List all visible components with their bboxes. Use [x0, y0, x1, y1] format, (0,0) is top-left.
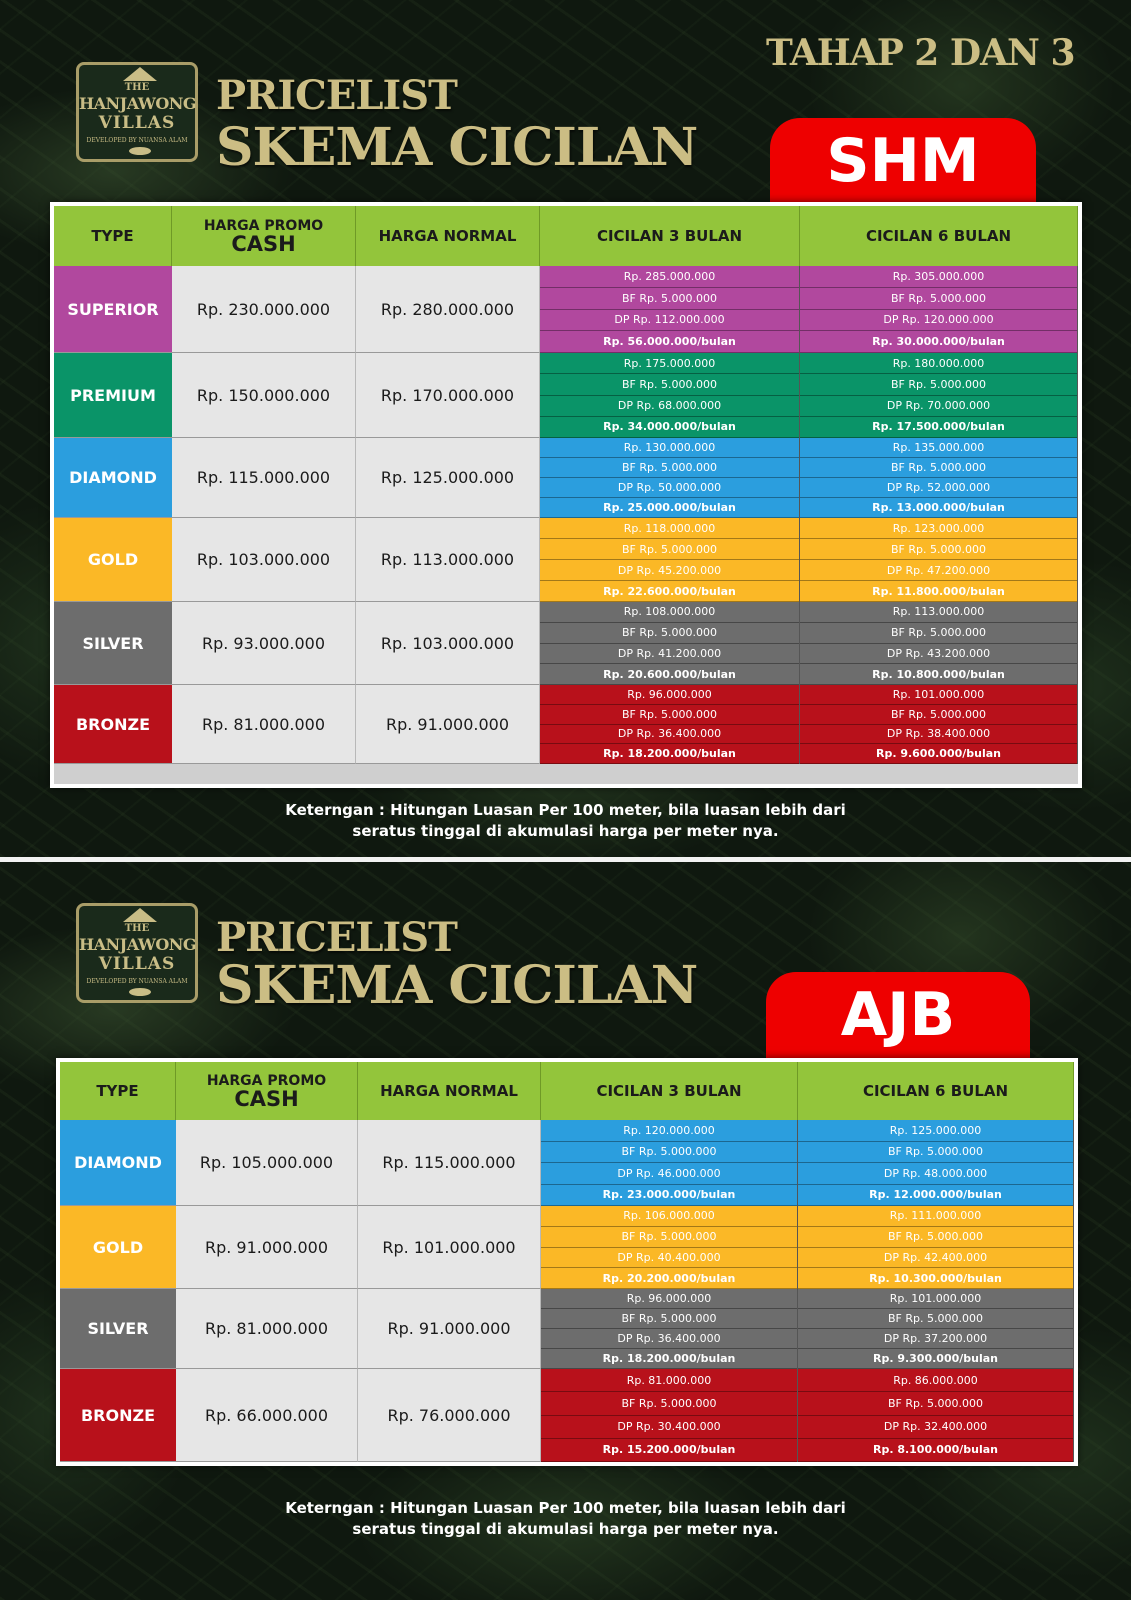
cicilan-per-bulan: Rp. 34.000.000/bulan [540, 417, 799, 438]
table-row [54, 518, 1078, 602]
shm-badge-text: SHM [826, 126, 980, 196]
harga-promo-cell: Rp. 150.000.000 [172, 353, 356, 438]
cicilan-per-bulan: Rp. 9.300.000/bulan [798, 1349, 1073, 1369]
header-type-text: TYPE [91, 227, 134, 245]
cicilan-booking-fee: BF Rp. 5.000.000 [800, 374, 1077, 395]
cicilan-per-bulan: Rp. 23.000.000/bulan [541, 1185, 797, 1207]
cicilan-booking-fee: BF Rp. 5.000.000 [541, 1392, 797, 1415]
note-line-2: seratus tinggal di akumulasi harga per meter nya. [352, 1520, 779, 1538]
cicilan-dp: DP Rp. 41.200.000 [540, 644, 799, 665]
cicilan-total: Rp. 125.000.000 [798, 1120, 1073, 1142]
ajb-badge [766, 972, 1030, 1058]
header-cicilan-6-text: CICILAN 6 BULAN [865, 227, 1012, 245]
cicilan-dp: DP Rp. 70.000.000 [800, 396, 1077, 417]
header-cicilan-6 [798, 1062, 1074, 1120]
cicilan-per-bulan: Rp. 25.000.000/bulan [540, 498, 799, 518]
cicilan-per-bulan: Rp. 17.500.000/bulan [800, 417, 1077, 438]
cicilan-dp: DP Rp. 42.400.000 [798, 1248, 1073, 1269]
cicilan-total: Rp. 180.000.000 [800, 353, 1077, 374]
cicilan-total: Rp. 101.000.000 [800, 685, 1077, 705]
leaf-icon [129, 988, 151, 996]
table-row [54, 353, 1078, 438]
leaf-icon [129, 147, 151, 155]
tahap-label: TAHAP 2 DAN 3 [766, 32, 1075, 74]
cicilan-6-cell [798, 1369, 1074, 1462]
cicilan-6-cell [798, 1120, 1074, 1206]
table-row [54, 685, 1078, 764]
cicilan-booking-fee: BF Rp. 5.000.000 [540, 539, 799, 560]
logo-line-2: HANJAWONG [79, 935, 197, 954]
cicilan-booking-fee: BF Rp. 5.000.000 [540, 374, 799, 395]
mountain-icon [123, 67, 157, 81]
cicilan-dp: DP Rp. 48.000.000 [798, 1163, 1073, 1185]
table-row [60, 1120, 1074, 1206]
type-cell: GOLD [60, 1206, 176, 1289]
cicilan-per-bulan: Rp. 18.200.000/bulan [541, 1349, 797, 1369]
cicilan-per-bulan: Rp. 56.000.000/bulan [540, 331, 799, 353]
harga-normal-cell: Rp. 76.000.000 [358, 1369, 541, 1462]
header-type [54, 206, 172, 266]
cicilan-booking-fee: BF Rp. 5.000.000 [800, 623, 1077, 644]
cicilan-dp: DP Rp. 36.400.000 [541, 1329, 797, 1349]
harga-promo-cell: Rp. 115.000.000 [172, 438, 356, 518]
header-harga-normal [356, 206, 540, 266]
ajb-badge-text: AJB [840, 980, 956, 1050]
header-cicilan-6-text: CICILAN 6 BULAN [862, 1082, 1009, 1100]
cicilan-per-bulan: Rp. 12.000.000/bulan [798, 1185, 1073, 1207]
logo-line-4: DEVELOPED BY NUANSA ALAM [86, 137, 188, 144]
harga-promo-cell: Rp. 91.000.000 [176, 1206, 358, 1289]
cicilan-per-bulan: Rp. 10.800.000/bulan [800, 664, 1077, 685]
header-harga-promo-text: HARGA PROMO [203, 217, 324, 234]
cicilan-6-cell [800, 685, 1078, 764]
cicilan-dp: DP Rp. 37.200.000 [798, 1329, 1073, 1349]
cicilan-booking-fee: BF Rp. 5.000.000 [541, 1142, 797, 1164]
cicilan-total: Rp. 96.000.000 [541, 1289, 797, 1309]
cicilan-6-cell [800, 518, 1078, 602]
cicilan-dp: DP Rp. 52.000.000 [800, 478, 1077, 498]
harga-promo-cell: Rp. 105.000.000 [176, 1120, 358, 1206]
type-cell: PREMIUM [54, 353, 172, 438]
cicilan-3-cell [541, 1120, 798, 1206]
hanjawong-villas-logo [76, 62, 198, 162]
cicilan-6-cell [800, 602, 1078, 685]
harga-normal-cell: Rp. 101.000.000 [358, 1206, 541, 1289]
header-harga-normal [358, 1062, 541, 1120]
ajb-note [0, 1498, 1131, 1540]
cicilan-total: Rp. 111.000.000 [798, 1206, 1073, 1227]
header-harga-promo [172, 206, 356, 266]
cicilan-booking-fee: BF Rp. 5.000.000 [541, 1227, 797, 1248]
harga-normal-cell: Rp. 113.000.000 [356, 518, 540, 602]
cicilan-dp: DP Rp. 112.000.000 [540, 310, 799, 332]
cicilan-6-cell [798, 1289, 1074, 1369]
cicilan-3-cell [540, 602, 800, 685]
cicilan-dp: DP Rp. 46.000.000 [541, 1163, 797, 1185]
harga-normal-cell: Rp. 280.000.000 [356, 266, 540, 353]
shm-badge [770, 118, 1036, 204]
header-cicilan-3 [541, 1062, 798, 1120]
type-cell: SILVER [54, 602, 172, 685]
header-harga-promo-text: CASH [231, 231, 296, 256]
harga-normal-cell: Rp. 91.000.000 [356, 685, 540, 764]
table-row [54, 438, 1078, 518]
header-harga-normal-text: HARGA NORMAL [378, 227, 517, 245]
cicilan-per-bulan: Rp. 18.200.000/bulan [540, 744, 799, 764]
title-pricelist: PRICELIST [216, 914, 457, 961]
logo-line-3: VILLAS [98, 954, 176, 974]
cicilan-per-bulan: Rp. 11.800.000/bulan [800, 581, 1077, 602]
header-cicilan-6 [800, 206, 1078, 266]
cicilan-6-cell [800, 266, 1078, 353]
ajb-pricelist-panel [0, 862, 1131, 1600]
cicilan-dp: DP Rp. 43.200.000 [800, 644, 1077, 665]
cicilan-booking-fee: BF Rp. 5.000.000 [798, 1309, 1073, 1329]
cicilan-booking-fee: BF Rp. 5.000.000 [540, 705, 799, 725]
logo-line-2: HANJAWONG [79, 94, 197, 113]
title-pricelist: PRICELIST [216, 72, 457, 119]
cicilan-total: Rp. 130.000.000 [540, 438, 799, 458]
cicilan-booking-fee: BF Rp. 5.000.000 [800, 539, 1077, 560]
header-type [60, 1062, 176, 1120]
cicilan-per-bulan: Rp. 9.600.000/bulan [800, 744, 1077, 764]
table-row [60, 1206, 1074, 1289]
cicilan-total: Rp. 175.000.000 [540, 353, 799, 374]
cicilan-dp: DP Rp. 38.400.000 [800, 725, 1077, 745]
harga-promo-cell: Rp. 66.000.000 [176, 1369, 358, 1462]
cicilan-dp: DP Rp. 45.200.000 [540, 560, 799, 581]
header-harga-promo-text: CASH [234, 1086, 299, 1111]
cicilan-total: Rp. 113.000.000 [800, 602, 1077, 623]
type-cell: GOLD [54, 518, 172, 602]
title-skema-cicilan: SKEMA CICILAN [216, 955, 698, 1016]
logo-line-3: VILLAS [98, 113, 176, 133]
cicilan-dp: DP Rp. 68.000.000 [540, 396, 799, 417]
cicilan-total: Rp. 305.000.000 [800, 266, 1077, 288]
cicilan-booking-fee: BF Rp. 5.000.000 [798, 1227, 1073, 1248]
table-row [60, 1289, 1074, 1369]
cicilan-booking-fee: BF Rp. 5.000.000 [540, 623, 799, 644]
hanjawong-villas-logo [76, 903, 198, 1003]
cicilan-per-bulan: Rp. 8.100.000/bulan [798, 1439, 1073, 1462]
header-cicilan-3 [540, 206, 800, 266]
cicilan-total: Rp. 123.000.000 [800, 518, 1077, 539]
cicilan-booking-fee: BF Rp. 5.000.000 [540, 288, 799, 310]
type-cell: DIAMOND [60, 1120, 176, 1206]
table-row [54, 266, 1078, 353]
cicilan-booking-fee: BF Rp. 5.000.000 [800, 458, 1077, 478]
cicilan-booking-fee: BF Rp. 5.000.000 [800, 288, 1077, 310]
cicilan-dp: DP Rp. 120.000.000 [800, 310, 1077, 332]
header-cicilan-3-text: CICILAN 3 BULAN [596, 227, 743, 245]
cicilan-per-bulan: Rp. 20.200.000/bulan [541, 1268, 797, 1289]
cicilan-booking-fee: BF Rp. 5.000.000 [540, 458, 799, 478]
cicilan-per-bulan: Rp. 22.600.000/bulan [540, 581, 799, 602]
cicilan-total: Rp. 81.000.000 [541, 1369, 797, 1392]
cicilan-6-cell [800, 353, 1078, 438]
note-line-1: Keterngan : Hitungan Luasan Per 100 meter, bila luasan lebih dari [285, 1499, 846, 1517]
cicilan-total: Rp. 101.000.000 [798, 1289, 1073, 1309]
harga-promo-cell: Rp. 103.000.000 [172, 518, 356, 602]
cicilan-6-cell [800, 438, 1078, 518]
cicilan-3-cell [541, 1206, 798, 1289]
cicilan-total: Rp. 120.000.000 [541, 1120, 797, 1142]
note-line-2: seratus tinggal di akumulasi harga per meter nya. [352, 822, 779, 840]
cicilan-total: Rp. 86.000.000 [798, 1369, 1073, 1392]
cicilan-booking-fee: BF Rp. 5.000.000 [798, 1142, 1073, 1164]
cicilan-dp: DP Rp. 40.400.000 [541, 1248, 797, 1269]
cicilan-dp: DP Rp. 32.400.000 [798, 1416, 1073, 1439]
type-cell: SUPERIOR [54, 266, 172, 353]
cicilan-3-cell [540, 518, 800, 602]
logo-line-1: THE [124, 82, 150, 93]
cicilan-3-cell [541, 1369, 798, 1462]
table-row [60, 1369, 1074, 1462]
cicilan-total: Rp. 118.000.000 [540, 518, 799, 539]
title-skema-cicilan: SKEMA CICILAN [216, 117, 698, 178]
mountain-icon [123, 908, 157, 922]
cicilan-per-bulan: Rp. 13.000.000/bulan [800, 498, 1077, 518]
header-harga-promo-text: HARGA PROMO [206, 1072, 327, 1089]
harga-promo-cell: Rp. 81.000.000 [176, 1289, 358, 1369]
cicilan-booking-fee: BF Rp. 5.000.000 [798, 1392, 1073, 1415]
ajb-price-table [56, 1058, 1078, 1466]
logo-line-4: DEVELOPED BY NUANSA ALAM [86, 978, 188, 985]
type-cell: BRONZE [60, 1369, 176, 1462]
harga-normal-cell: Rp. 125.000.000 [356, 438, 540, 518]
cicilan-total: Rp. 285.000.000 [540, 266, 799, 288]
header-cicilan-3-text: CICILAN 3 BULAN [596, 1082, 742, 1100]
cicilan-3-cell [540, 353, 800, 438]
harga-promo-cell: Rp. 230.000.000 [172, 266, 356, 353]
cicilan-per-bulan: Rp. 30.000.000/bulan [800, 331, 1077, 353]
cicilan-per-bulan: Rp. 15.200.000/bulan [541, 1439, 797, 1462]
harga-normal-cell: Rp. 170.000.000 [356, 353, 540, 438]
header-harga-normal-text: HARGA NORMAL [380, 1082, 518, 1100]
cicilan-dp: DP Rp. 47.200.000 [800, 560, 1077, 581]
note-line-1: Keterngan : Hitungan Luasan Per 100 meter, bila luasan lebih dari [285, 801, 846, 819]
cicilan-3-cell [540, 438, 800, 518]
header-type-text: TYPE [96, 1082, 139, 1100]
type-cell: BRONZE [54, 685, 172, 764]
harga-normal-cell: Rp. 91.000.000 [358, 1289, 541, 1369]
type-cell: DIAMOND [54, 438, 172, 518]
cicilan-booking-fee: BF Rp. 5.000.000 [800, 705, 1077, 725]
harga-normal-cell: Rp. 115.000.000 [358, 1120, 541, 1206]
cicilan-total: Rp. 96.000.000 [540, 685, 799, 705]
cicilan-total: Rp. 135.000.000 [800, 438, 1077, 458]
cicilan-6-cell [798, 1206, 1074, 1289]
cicilan-dp: DP Rp. 50.000.000 [540, 478, 799, 498]
cicilan-3-cell [540, 685, 800, 764]
logo-line-1: THE [124, 923, 150, 934]
shm-price-table [50, 202, 1082, 788]
cicilan-per-bulan: Rp. 20.600.000/bulan [540, 664, 799, 685]
cicilan-dp: DP Rp. 30.400.000 [541, 1416, 797, 1439]
cicilan-booking-fee: BF Rp. 5.000.000 [541, 1309, 797, 1329]
type-cell: SILVER [60, 1289, 176, 1369]
cicilan-3-cell [541, 1289, 798, 1369]
cicilan-total: Rp. 108.000.000 [540, 602, 799, 623]
cicilan-per-bulan: Rp. 10.300.000/bulan [798, 1268, 1073, 1289]
cicilan-total: Rp. 106.000.000 [541, 1206, 797, 1227]
cicilan-dp: DP Rp. 36.400.000 [540, 725, 799, 745]
table-row [54, 602, 1078, 685]
header-harga-promo [176, 1062, 358, 1120]
cicilan-3-cell [540, 266, 800, 353]
harga-promo-cell: Rp. 93.000.000 [172, 602, 356, 685]
shm-note [0, 800, 1131, 842]
harga-normal-cell: Rp. 103.000.000 [356, 602, 540, 685]
harga-promo-cell: Rp. 81.000.000 [172, 685, 356, 764]
